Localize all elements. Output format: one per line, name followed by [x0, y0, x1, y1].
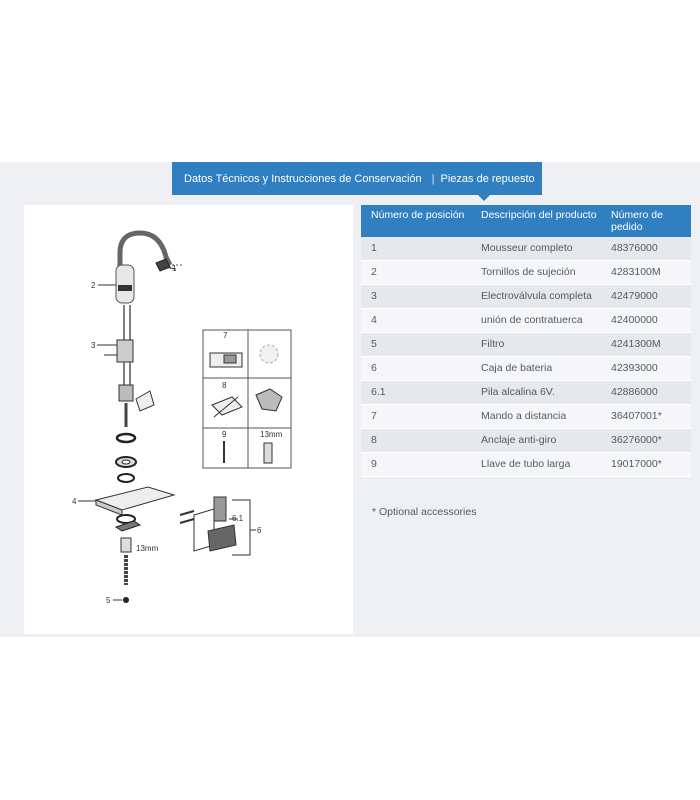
dimension-label-nut: 13mm [136, 544, 159, 553]
optional-accessories-note: * Optional accessories [372, 506, 477, 518]
filter-part [123, 597, 129, 603]
cell-order-number: 42393000 [601, 357, 691, 381]
cell-position: 3 [361, 285, 471, 309]
cell-order-number: 42479000 [601, 285, 691, 309]
cell-order-number: 42886000 [601, 381, 691, 405]
cell-position: 6 [361, 357, 471, 381]
tab-separator: | [431, 172, 435, 185]
cell-description: Caja de bateria [471, 357, 601, 381]
cell-position: 7 [361, 405, 471, 429]
cell-description: Tornillos de sujeción [471, 261, 601, 285]
tab-technical-data[interactable]: Datos Técnicos y Instrucciones de Conservación [184, 172, 422, 185]
callout-4: 4 [72, 497, 77, 506]
callout-7: 7 [223, 331, 228, 340]
cell-description: Anclaje anti-giro [471, 429, 601, 453]
cell-order-number: 42400000 [601, 309, 691, 333]
table-row [361, 405, 691, 429]
header-order-number: Número de pedido [601, 205, 691, 237]
accessories-grid [203, 330, 291, 468]
callout-2: 2 [91, 281, 96, 290]
cell-order-number: 36276000* [601, 429, 691, 453]
table-row [361, 261, 691, 285]
cell-order-number: 19017000* [601, 453, 691, 477]
cell-description: Electroválvula completa [471, 285, 601, 309]
faucet-body [116, 265, 134, 303]
cell-position: 8 [361, 429, 471, 453]
cell-position: 5 [361, 333, 471, 357]
callout-8: 8 [222, 381, 227, 390]
cell-position: 4 [361, 309, 471, 333]
table-row [361, 381, 691, 405]
table-row [361, 429, 691, 453]
cell-description: Mousseur completo [471, 237, 601, 261]
callout-6: 6 [257, 526, 262, 535]
header-description: Descripción del producto [471, 205, 601, 237]
table-row [361, 309, 691, 333]
table-row [361, 237, 691, 261]
dimension-label-wrench: 13mm [260, 430, 283, 439]
cell-position: 9 [361, 453, 471, 477]
cell-order-number: 4283100M [601, 261, 691, 285]
table-row [361, 453, 691, 477]
washer-part [117, 434, 135, 442]
cell-description: Filtro [471, 333, 601, 357]
tab-spare-parts[interactable]: Piezas de repuesto [440, 172, 535, 185]
cell-description: Mando a distancia [471, 405, 601, 429]
solenoid-valve-part [117, 340, 133, 362]
exploded-parts-diagram [24, 205, 353, 634]
tab-bar [172, 162, 542, 195]
battery-box-group [180, 497, 262, 555]
cell-position: 2 [361, 261, 471, 285]
cell-order-number: 36407001* [601, 405, 691, 429]
callout-9: 9 [222, 430, 227, 439]
table-row [361, 357, 691, 381]
battery-part [214, 497, 226, 521]
cell-order-number: 48376000 [601, 237, 691, 261]
callout-3: 3 [91, 341, 96, 350]
table-header-row [361, 205, 691, 237]
table-row [361, 285, 691, 309]
active-tab-indicator [478, 195, 490, 201]
cell-order-number: 4241300M [601, 333, 691, 357]
nut-part [121, 538, 131, 552]
cell-description: Pila alcalina 6V. [471, 381, 601, 405]
callout-6-1: 6.1 [232, 514, 244, 523]
callout-5: 5 [106, 596, 111, 605]
gear-shape-part [260, 345, 278, 363]
cell-position: 1 [361, 237, 471, 261]
faucet-diagram-svg [24, 205, 353, 634]
spare-parts-table [361, 205, 691, 477]
callout-1: 1 [172, 264, 177, 273]
table-row [361, 333, 691, 357]
header-position: Número de posición [361, 205, 471, 237]
cell-description: unión de contratuerca [471, 309, 601, 333]
cell-description: Llave de tubo larga [471, 453, 601, 477]
cell-position: 6.1 [361, 381, 471, 405]
